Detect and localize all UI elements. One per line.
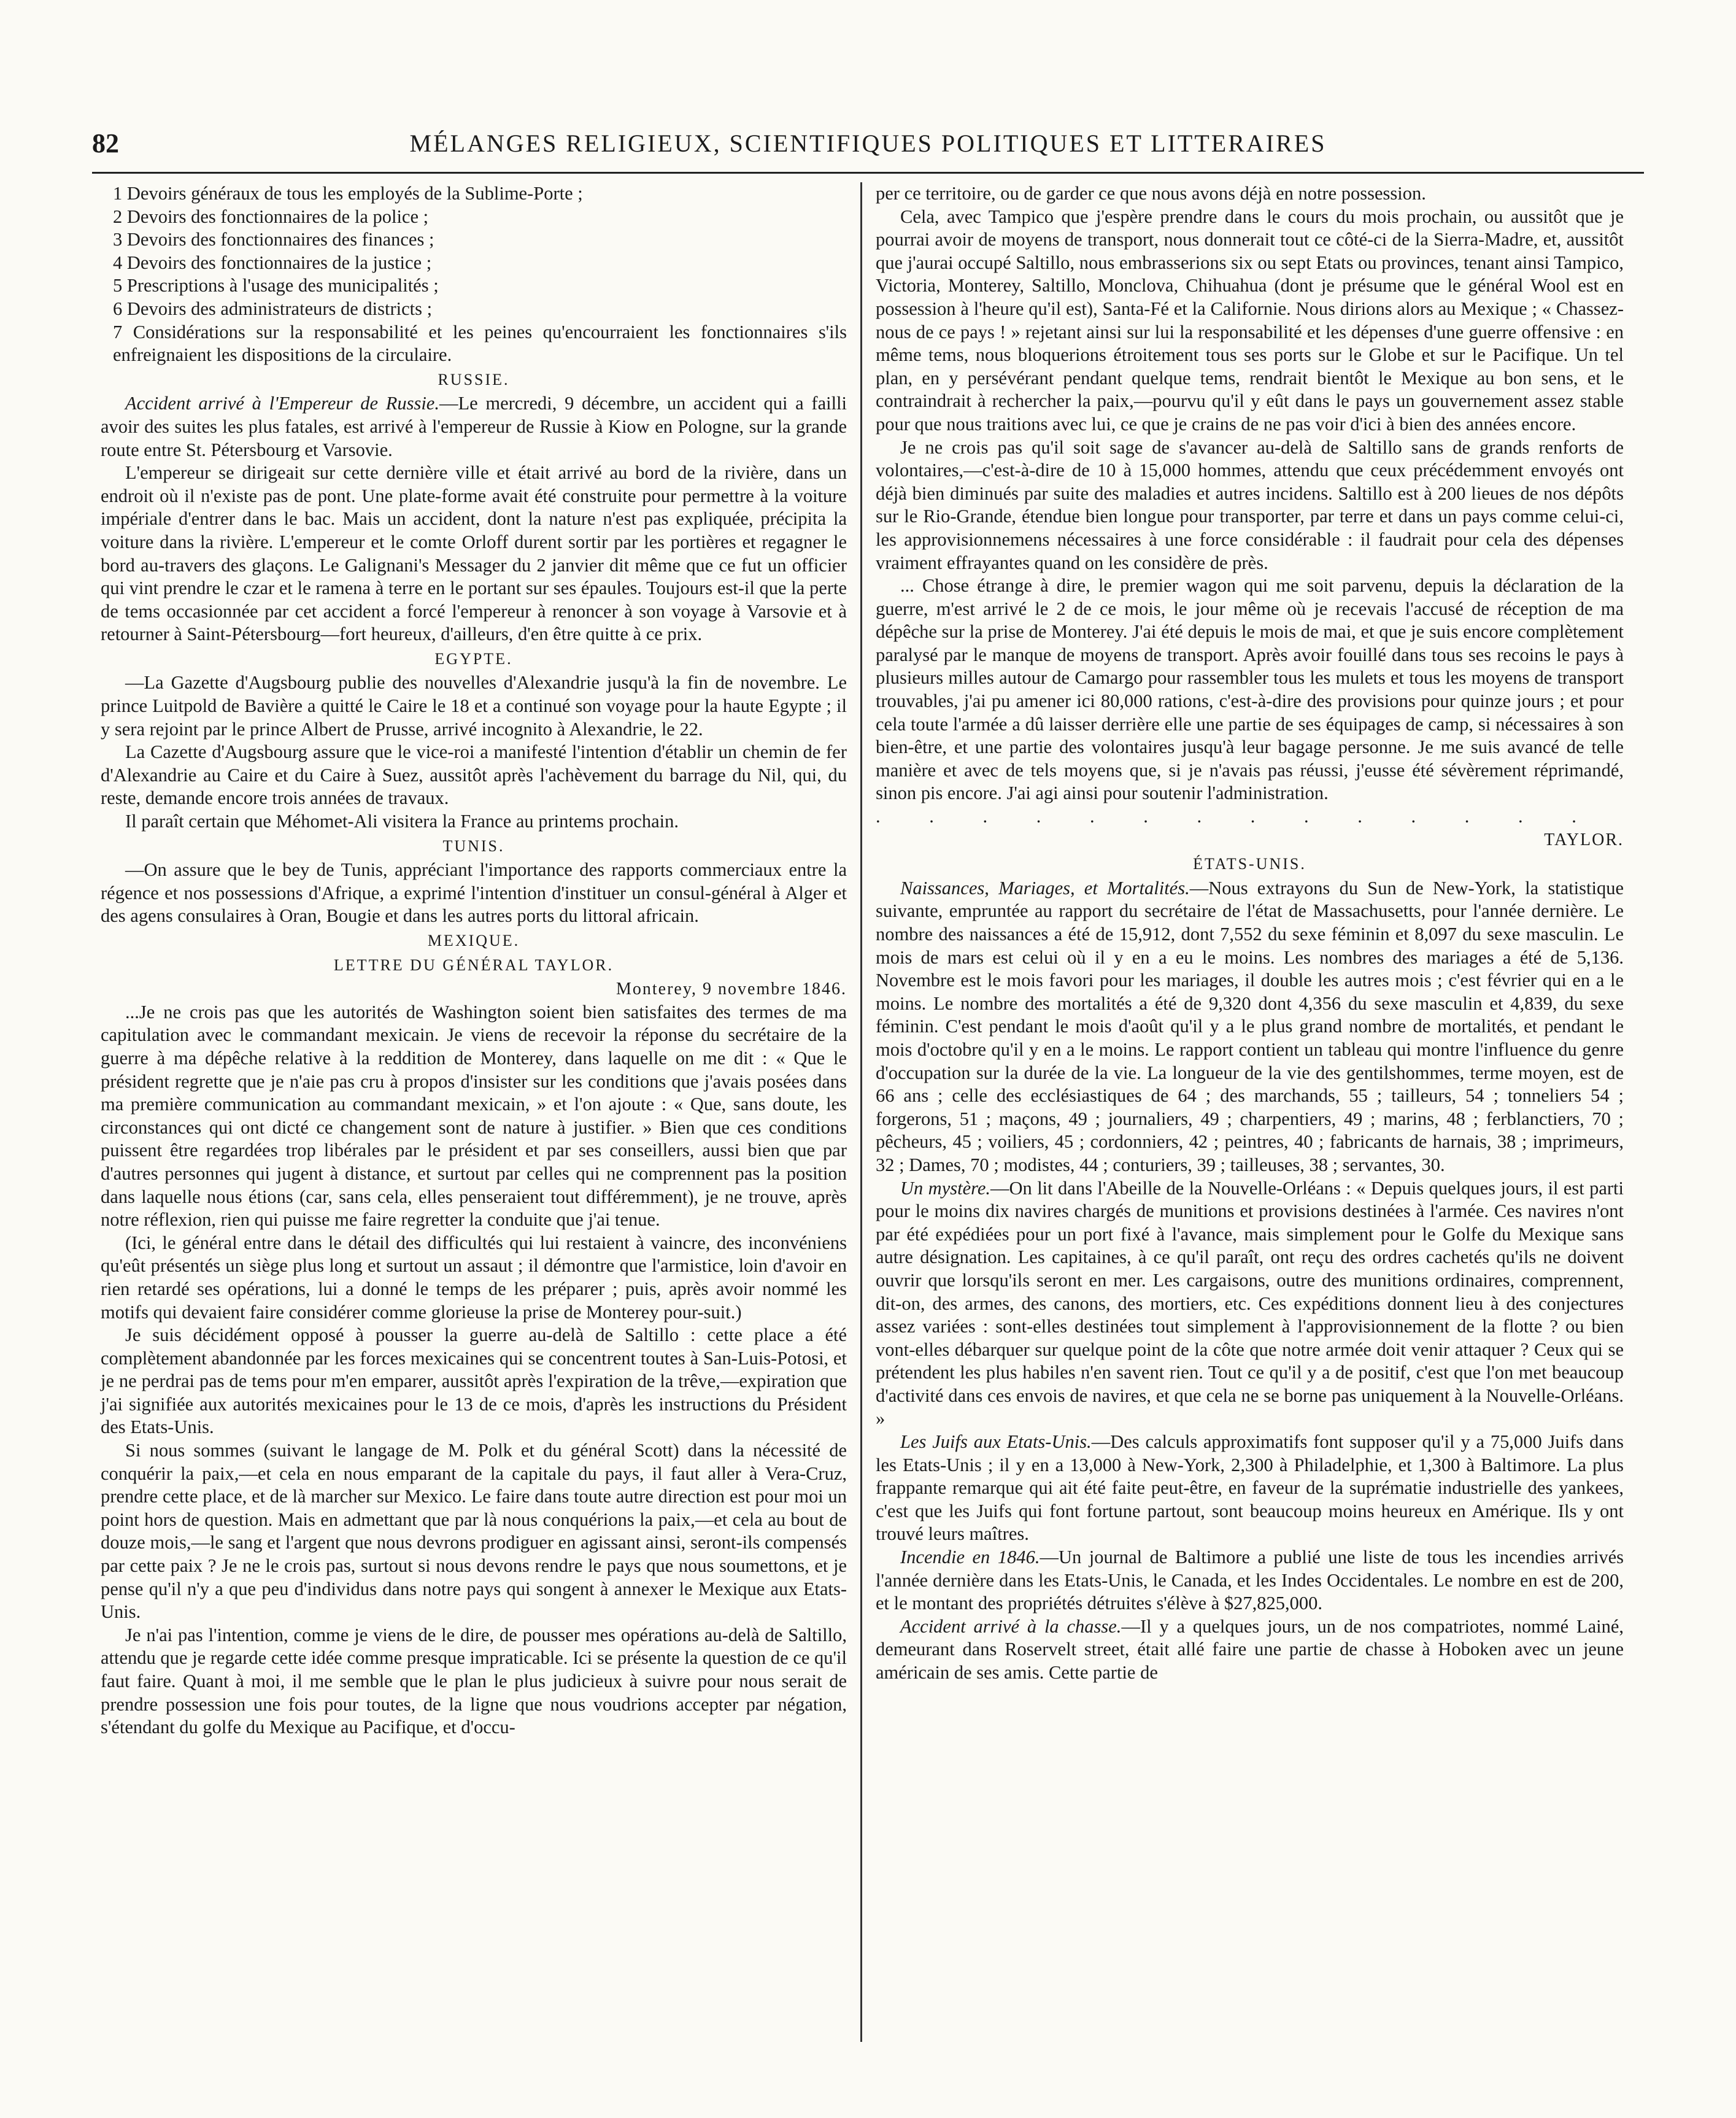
ellipsis-line: . . . . . . . . . . . . . . <box>876 806 1599 827</box>
page-number: 82 <box>92 128 119 158</box>
article-text: —Nous extrayons du Sun de New-York, la statistique suivante, empruntée au rapport du secrétaire de l'état de Massachusetts, pour l'année dernière. Le nombre des naissances a été de 15,912, dont 7,552 du sexe féminin et 8,097 du sexe masculin. Le mois de mars est celui où il y en a eu le moins. Les nombres des mariages a été de 5,136. Novembre est le mois favori pour les mariages, il double les autres mois ; c'est février qui en a le moins. Le nombre des mortalités a été de 9,320 dont 4,356 du sexe masculin et 4,839, du sexe féminin. C'est pendant le mois d'août qu'il y a le plus grand nombre de mortalités, et pendant le mois d'octobre qu'il y en a le moins. Le rapport contient un tableau qui montre l'influence du genre d'occupation sur la durée de la vie. La longueur de la vie des gentilshommes, terme moyen, est de 66 ans ; celle des ecclésiastiques de 64 ; des marchands, 55 ; tailleurs, 54 ; tonneliers 54 ; forgerons, 51 ; maçons, 49 ; journaliers, 49 ; charpentiers, 49 ; marins, 48 ; ferblanctiers, 70 ; pêcheurs, 45 ; voiliers, 45 ; cordonniers, 42 ; peintres, 40 ; fabricants de harnais, 38 ; imprimeurs, 32 ; Dames, 70 ; modistes, 44 ; conturiers, 39 ; tailleuses, 38 ; servantes, 30. <box>876 877 1624 1175</box>
running-title: MÉLANGES RELIGIEUX, SCIENTIFIQUES POLITIQUES ET LITTERAIRES <box>409 129 1327 157</box>
paragraph: Cela, avec Tampico que j'espère prendre dans le cours du mois prochain, ou aussitôt que je pourrai avoir de moyens de transport, nous donnerait tout ce côté-ci de la Sierra-Madre, et, aussitôt que j'aurai occupé Saltillo, nous embrasserions six ou sept Etats ou provinces, tenant ainsi Tampico, Victoria, Monterey, Saltillo, Monclova, Chihuahua (dont je présume que le général Wool est en possession à l'heure qu'il est), Santa-Fé et la Californie. Nous dirions alors au Mexique ; « Chassez-nous de ce pays ! » rejetant ainsi sur lui la responsabilité et les dépenses d'une guerre offensive : en même tems, nous bloquerions étroitement tous ses ports sur le Globe et sur le Pacifique. Un tel plan, en y persévérant pendant quelque tems, rendrait bientôt le Mexique au bon sens, et le contraindrait à rechercher la paix,—pourvu qu'il y eût dans le pays un gouvernement assez stable pour que nous traitions avec lui, ce que je crains de ne pas voir d'ici à bien des années encore. <box>876 206 1624 435</box>
article-title: Naissances, Mariages, et Mortalités. <box>900 877 1190 899</box>
list-item: 5 Prescriptions à l'usage des municipalités ; <box>113 275 439 296</box>
paragraph: —On assure que le bey de Tunis, appréciant l'importance des rapports commerciaux entre la régence et nos possessions d'Afrique, a exprimé l'intention d'instituer un consul-général à Alger et des agens consulaires à Oran, Bougie et dans les autres ports du littoral africain. <box>101 859 847 927</box>
article-text: —On lit dans l'Abeille de la Nouvelle-Orléans : « Depuis quelques jours, il est parti pour le moins dix navires chargés de munitions et provisions destinées à l'armée. Ces navires n'ont par été expédiées pour un port fixé à l'avance, mais simplement pour le Golfe du Mexique sans autre désignation. Les capitaines, à ce qu'il paraît, ont reçu des ordres cachetés qu'ils ne doivent ouvrir que lorsqu'ils seront en mer. Les cargaisons, outre des munitions ordinaires, comprennent, dit-on, des armes, des canons, des mortiers, etc. Ces expéditions donnent lieu à des conjectures assez variées : sont-elles destinées tout simplement à l'approvisionnement de la flotte ? ou bien vont-elles débarquer sur quelque point de la côte que notre armée doit venir attaquer ? Ceux qui se prétendent les plus habiles n'en savent rien. Tout ce qu'il y a de positif, c'est que l'on met beaucoup d'activité dans ces envois de navires, et que cela ne se borne pas uniquement à la Nouvelle-Orléans. » <box>876 1177 1624 1429</box>
letter-heading: LETTRE DU GÉNÉRAL TAYLOR. <box>333 956 614 974</box>
article-title: Incendie en 1846. <box>900 1547 1040 1568</box>
article-naissances <box>876 877 1624 1177</box>
article-text: —Un journal de Baltimore a publié une liste de tous les incendies arrivés l'année dernière dans les Etats-Unis, le Canada, et les Indes Occidentales. Le nombre en est de 200, et le montant des propriétés détruites s'élève à $27,825,000. <box>876 1547 1624 1614</box>
text-columns <box>92 182 1644 2042</box>
left-column <box>92 182 862 2042</box>
list-item: 3 Devoirs des fonctionnaires des finances ; <box>113 229 434 250</box>
article-title: Accident arrivé à la chasse. <box>900 1615 1122 1637</box>
list-item: 6 Devoirs des administrateurs de districts ; <box>113 298 433 319</box>
list-item: 4 Devoirs des fonctionnaires de la justice ; <box>113 252 432 273</box>
list-item: 2 Devoirs des fonctionnaires de la police ; <box>113 206 429 227</box>
article-title: Un mystère. <box>900 1177 991 1199</box>
signature: TAYLOR. <box>1544 830 1624 849</box>
article-title: Les Juifs aux Etats-Unis. <box>900 1431 1092 1453</box>
article-russie <box>101 392 847 462</box>
paragraph: Je n'ai pas l'intention, comme je viens de le dire, de pousser mes opérations au-delà de Saltillo, attendu que je regarde cette idée comme presque impraticable. Ici se présente la question de ce qu'il faut faire. Quant à moi, il me semble que le plan le plus judicieux à suivre pour nous serait de prendre possession une fois pour toutes, de la ligne que nous voudrions accepter par négation, s'étendant du golfe du Mexique au Pacifique, et d'occu- <box>101 1624 847 1738</box>
article-title: Accident arrivé à l'Empereur de Russie. <box>125 393 439 414</box>
section-heading-etats-unis: ÉTATS-UNIS. <box>1193 855 1306 873</box>
paragraph: per ce territoire, ou de garder ce que nous avons déjà en notre possession. <box>876 183 1426 204</box>
dateline: Monterey, 9 novembre 1846. <box>616 980 847 999</box>
paragraph: ... Chose étrange à dire, le premier wagon qui me soit parvenu, depuis la déclaration de la guerre, m'est arrivé le 2 de ce mois, le jour même où je recevais l'accusé de réception de ma dépêche sur la prise de Monterey. J'ai été depuis le mois de mai, et que je suis encore complètement paralysé par le manque de moyens de transport. Après avoir fouillé dans tous ses recoins le pays à plusieurs milles autour de Camargo pour rassembler tous les mulets et tous les moyens de transport trouvables, j'ai pu amener ici 80,000 rations, c'est-à-dire des provisions pour quinze jours ; et pour cela toute l'armée a dû laisser derrière elle une partie de ses équipages de camp, si nécessaires à son bien-être, et une partie des volontaires jusqu'à leur bagage personne. Je me suis avancé de telle manière et avec de tels moyens que, si je n'avais pas réussi, j'eusse été sévèrement réprimandé, sinon pis encore. J'ai agi ainsi pour soutenir l'administration. <box>876 575 1624 804</box>
paragraph: Il paraît certain que Méhomet-Ali visitera la France au printems prochain. <box>125 811 679 832</box>
paragraph: —La Gazette d'Augsbourg publie des nouvelles d'Alexandrie jusqu'à la fin de novembre. Le prince Luitpold de Bavière a quitté le Caire le 18 et a continué son voyage pour la haute Egypte ; il y sera rejoint par le prince Albert de Prusse, arrivé incognito à Alexandrie, le 22. <box>101 672 847 740</box>
section-heading-mexique: MEXIQUE. <box>427 932 520 949</box>
article-text: —Des calculs approximatifs font supposer qu'il y a 75,000 Juifs dans les Etats-Unis ; il y en a 13,000 à New-York, 2,300 à Philadelphie, et 1,300 à Baltimore. La plus frappante remarque qui ait été faite peut-être, en faveur de la suprématie industrielle des yankees, c'est que les Juifs qui font fortune partout, sont beaucoup moins heureux en Amérique. Ils y ont trouvé leurs maîtres. <box>876 1431 1624 1545</box>
section-heading-tunis: TUNIS. <box>442 837 505 855</box>
paragraph: Je suis décidément opposé à pousser la guerre au-delà de Saltillo : cette place a été complètement abandonnée par les forces mexicaines qui se concentrent toutes à San-Luis-Potosi, et je ne perdrai pas de tems pour m'en emparer, aussitôt après l'expiration de la trêve,—expiration que j'ai signifiée aux autorités mexicaines pour le 13 de ce mois, d'après les instructions du Président des Etats-Unis. <box>101 1324 847 1438</box>
article-text: —Il y a quelques jours, un de nos compatriotes, nommé Lainé, demeurant dans Roservelt street, était allé faire une partie de chasse à Hoboken avec un jeune américain de ses amis. Cette partie de <box>876 1615 1624 1683</box>
right-column <box>862 182 1632 2042</box>
article-juifs <box>876 1431 1624 1546</box>
paragraph: ...Je ne crois pas que les autorités de Washington soient bien satisfaites des termes de ma capitulation avec le commandant mexicain. Je viens de recevoir la réponse du secrétaire de la guerre à ma dépêche relative à la reddition de Monterey, dans laquelle on me dit : « Que le président regrette que je n'aie pas cru à propos d'insister sur les conditions que j'avais posées dans ma première communication au commandant mexicain, » et l'on ajoute : « Que, sans doute, les circonstances qui ont dicté ce changement sont de nature à justifier. » Bien que ces conditions puissent être regardées trop libérales par le président et par ses conseillers, aussi bien que par d'autres personnes qui jugent à distance, et surtout par celles qui ne comprennent pas la position dans laquelle nous étions (car, sans cela, elles penseraient tout différemment), je ne trouve, après notre réflexion, rien qui puisse me faire regretter la conduite que j'ai tenue. <box>101 1001 847 1231</box>
list-item: 1 Devoirs généraux de tous les employés de la Sublime-Porte ; <box>113 183 583 204</box>
list-item: 7 Considérations sur la responsabilité et les peines qu'encourraient les fonctionnaires s'ils enfreignaient les dispositions de la circulaire. <box>113 321 847 366</box>
section-heading-russie: RUSSIE. <box>438 370 510 388</box>
article-chasse <box>876 1615 1624 1685</box>
section-heading-egypte: EGYPTE. <box>434 649 513 668</box>
paragraph: Si nous sommes (suivant le langage de M. Polk et du général Scott) dans la nécessité de conquérir la paix,—et cela en nous emparant de la capitale du pays, il faut aller à Vera-Cruz, prendre cette place, et de là marcher sur Mexico. Le faire dans toute autre direction est pour moi un point hors de question. Mais en admettant que par là nous conquérions la paix,—et cela au bout de douze mois,—le sang et l'argent que nous devrons prodiguer en agissant ainsi, seront-ils compensés par cette paix ? Je ne le crois pas, surtout si nous devons rendre le pays que nous soumettons, et je pense qu'il n'y a que peu d'individus dans notre pays qui songent à annexer le Mexique aux Etats-Unis. <box>101 1440 847 1623</box>
article-incendie <box>876 1546 1624 1615</box>
paragraph: (Ici, le général entre dans le détail des difficultés qui lui restaient à vaincre, des inconvéniens qu'eût présentés un siège plus long et surtout un assaut ; il démontre que l'armistice, loin d'avoir en rien retardé ses opérations, lui a donné le temps de les préparer ; puis, après avoir nommé les motifs qui devaient faire considérer comme glorieuse la prise de Monterey pour-suit.) <box>101 1232 847 1323</box>
article-mystere <box>876 1177 1624 1431</box>
article-text: —Le mercredi, 9 décembre, un accident qui a failli avoir des suites les plus fatales, est arrivé à l'empereur de Russie à Kiow en Pologne, sur la grande route entre St. Pétersbourg et Varsovie. <box>101 393 847 460</box>
paragraph: La Cazette d'Augsbourg assure que le vice-roi a manifesté l'intention d'établir un chemin de fer d'Alexandrie au Caire et du Caire à Suez, aussitôt après l'achèvement du barrage du Nil, qui, du reste, demande encore trois années de travaux. <box>101 741 847 809</box>
paragraph: Je ne crois pas qu'il soit sage de s'avancer au-delà de Saltillo sans de grands renforts de volontaires,—c'est-à-dire de 10 à 15,000 hommes, attendu que ceux précédemment envoyés ont déjà bien diminués par suite des maladies et autres incidens. Saltillo est à 200 lieues de nos dépôts sur le Rio-Grande, étendue bien longue pour transporter, par terre et dans un pays comme celui-ci, les approvisionnemens nécessaires à une force considérable : il faudrait pour cela des dépenses vraiment effrayantes quand on les considère de près. <box>876 436 1624 573</box>
page-header <box>92 123 1644 174</box>
paragraph: L'empereur se dirigeait sur cette dernière ville et était arrivé au bord de la rivière, dans un endroit où il n'existe pas de pont. Une plate-forme avait été construite pour permettre à la voiture impériale d'entrer dans le bac. Mais un accident, dont la nature n'est pas expliquée, précipita la voiture dans la rivière. L'empereur et le comte Orloff durent sortir par les portières et regagner le bord au-travers des glaçons. Le Galignani's Messager du 2 janvier dit même que ce fut un officier qui vint prendre le czar et le ramena à terre en le portant sur ses épaules. Toujours est-il que la perte de tems occasionnée par cet accident a forcé l'empereur à renoncer à son voyage à Varsovie et à retourner à Saint-Pétersbourg—fort heureux, d'ailleurs, d'en être quitte à ce prix. <box>101 462 847 645</box>
